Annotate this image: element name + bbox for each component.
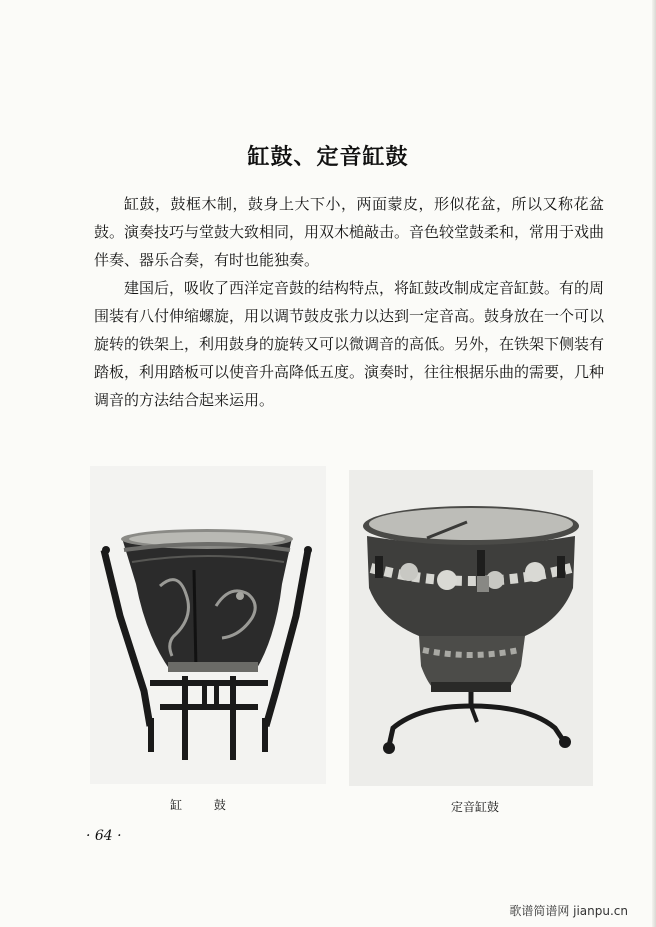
gang-drum-caption: 缸 鼓	[170, 798, 240, 812]
paragraph-2: 建国后，吸收了西洋定音鼓的结构特点，将缸鼓改制成定音缸鼓。有的周围装有八付伸缩螺旋，用以调节鼓皮张力以达到一定音高。鼓身放在一个可以旋转的铁架上，利用鼓身的旋转又可以微调音的高低。另外，在铁架下侧装有踏板，利用踏板可以使音升高降低五度。演奏时，往往根据乐曲的需要，几种调音的方法结合起来运用。	[94, 279, 605, 409]
gang-drum-photo	[90, 466, 326, 784]
paragraph-1: 缸鼓，鼓框木制，鼓身上大下小，两面蒙皮，形似花盆，所以又称花盆鼓。演奏技巧与堂鼓大致相同，用双木槌敲击。音色较堂鼓柔和，常用于戏曲伴奏、器乐合奏，有时也能独奏。	[94, 195, 605, 269]
site-watermark: 歌谱简谱网 jianpu.cn	[509, 904, 628, 918]
page-title: 缸鼓、定音缸鼓	[247, 145, 409, 170]
tuned-gang-drum-photo	[349, 470, 593, 786]
gang-drum-illustration	[90, 466, 326, 784]
tuned-gang-drum-illustration	[349, 470, 593, 786]
tuned-gang-drum-caption: 定音缸鼓	[450, 800, 499, 814]
page-number: · 64 ·	[86, 828, 122, 844]
body-text	[94, 190, 604, 414]
